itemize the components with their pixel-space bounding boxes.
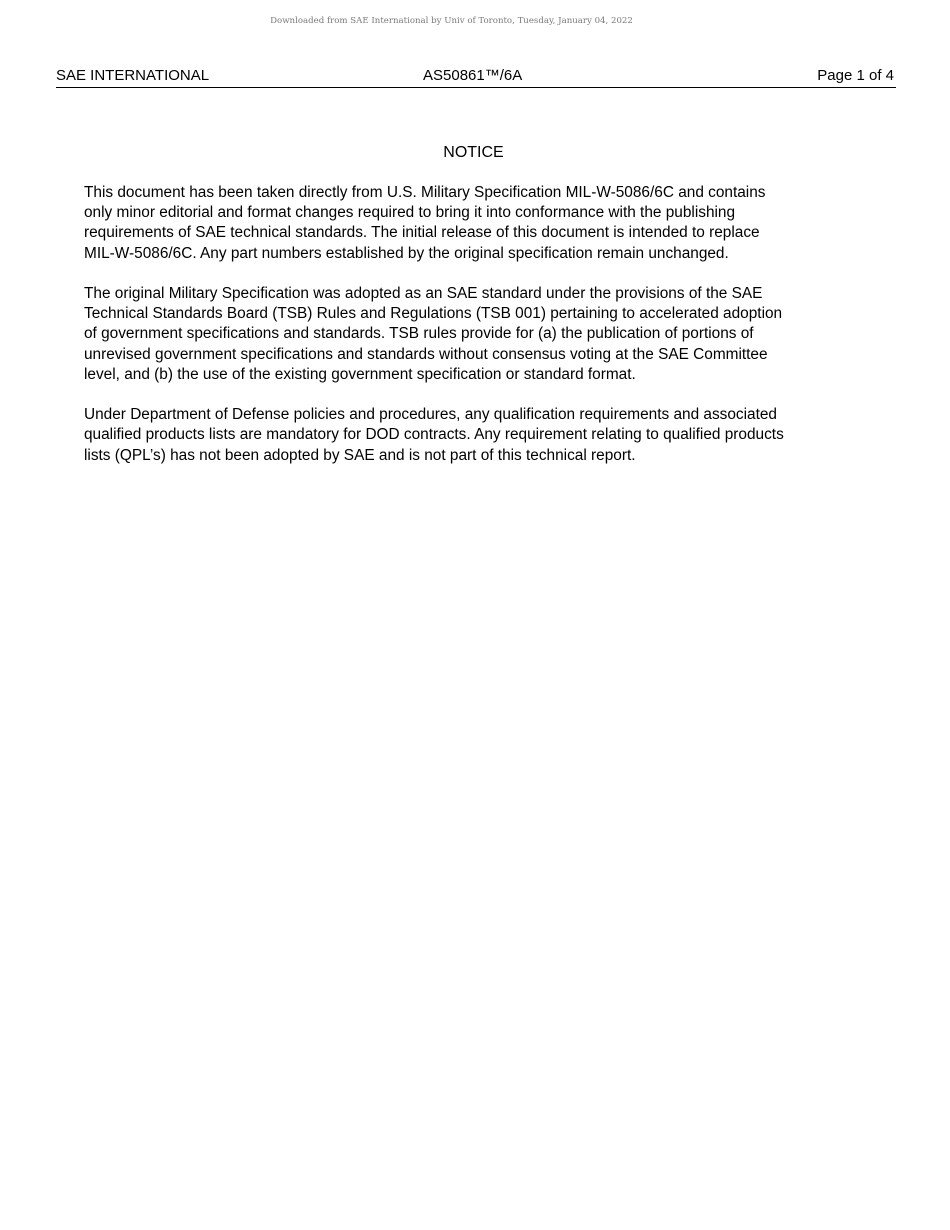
header-organization: SAE INTERNATIONAL — [56, 67, 210, 84]
notice-paragraph — [84, 405, 884, 466]
text-line: Technical Standards Board (TSB) Rules and Regulations (TSB 001) pertaining to accelerated adoption — [84, 305, 783, 323]
text-line: qualified products lists are mandatory for DOD contracts. Any requirement relating to qualified products — [84, 426, 784, 444]
notice-title: NOTICE — [443, 144, 504, 161]
text-line: This document has been taken directly from U.S. Military Specification MIL-W-5086/6C and contains — [84, 184, 766, 201]
text-line: only minor editorial and format changes required to bring it into conformance with the publishing — [84, 204, 736, 222]
text-line: lists (QPL’s) has not been adopted by SAE and is not part of this technical report. — [84, 446, 636, 464]
notice-paragraph — [84, 284, 884, 385]
text-line: unrevised government specifications and standards without consensus voting at the SAE Committee — [84, 345, 768, 363]
text-line: requirements of SAE technical standards. The initial release of this document is intended to replace — [84, 224, 760, 242]
notice-body — [84, 183, 884, 486]
header-page-indicator: Page 1 of 4 — [817, 67, 894, 84]
header-document-number: AS50861™/6A — [423, 67, 523, 84]
text-line: Under Department of Defense policies and procedures, any qualification requirements and associated — [84, 406, 777, 424]
download-watermark: Downloaded from SAE International by Univ of Toronto, Tuesday, January 04, 2022 — [270, 16, 633, 26]
text-line: of government specifications and standards. TSB rules provide for (a) the publication of portions of — [84, 325, 754, 343]
text-line: level, and (b) the use of the existing government specification or standard format. — [84, 365, 636, 383]
notice-paragraph — [84, 183, 884, 264]
text-line: MIL-W-5086/6C. Any part numbers established by the original specification remain unchanged. — [84, 244, 729, 262]
text-line: The original Military Specification was adopted as an SAE standard under the provisions of the SAE — [84, 285, 763, 302]
page-header — [56, 66, 896, 88]
